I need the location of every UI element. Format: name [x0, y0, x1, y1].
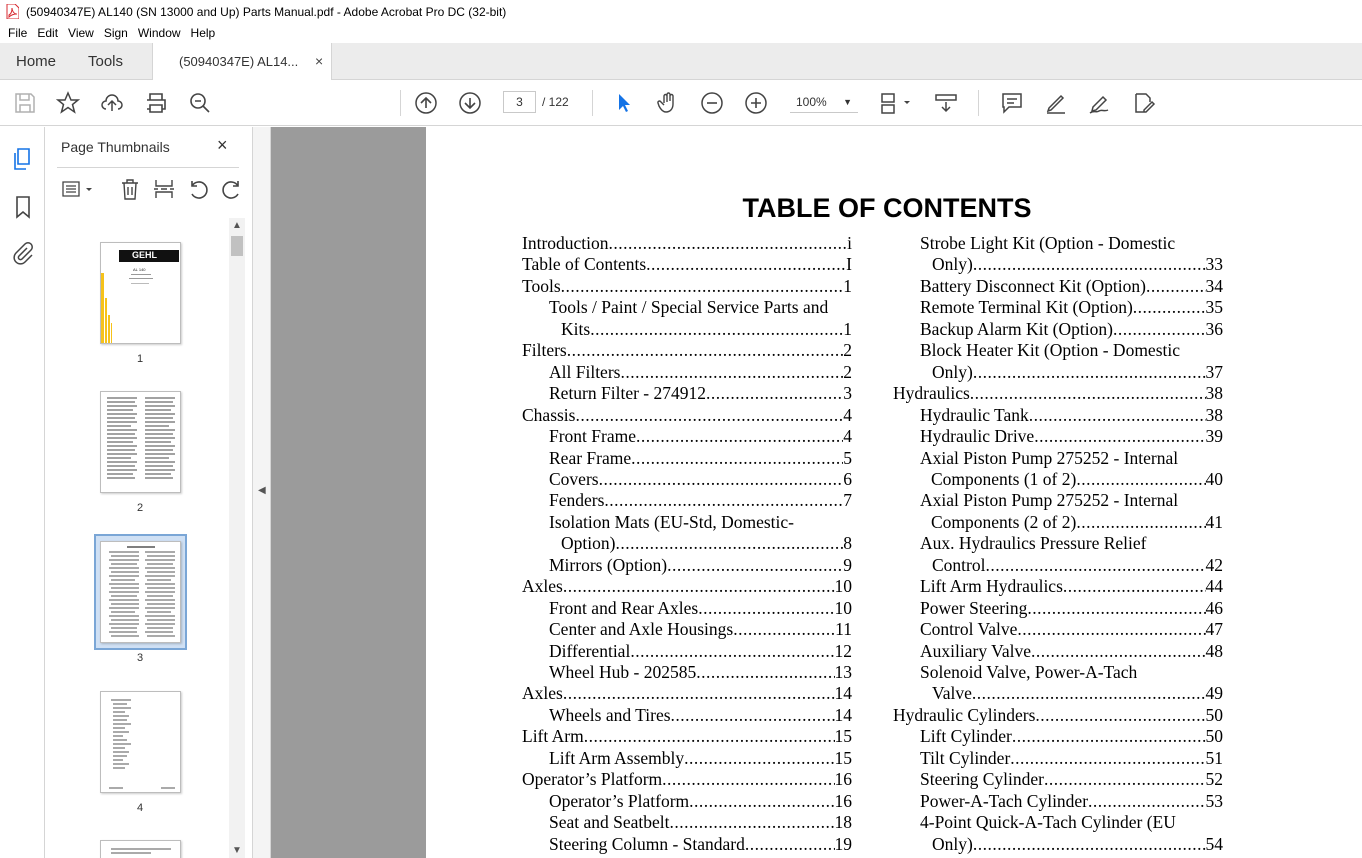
toc-entry[interactable] [549, 489, 852, 511]
toc-entry-text: Lift Cylinder [920, 726, 1012, 747]
menu-help[interactable]: Help [190, 26, 216, 40]
toc-entry-text: Power Steering [920, 597, 1028, 618]
menu-sign[interactable]: Sign [103, 26, 128, 40]
toc-dot-leader [972, 682, 1206, 704]
thumbnail-scrollbar[interactable] [229, 218, 245, 858]
menu-view[interactable]: View [68, 26, 94, 40]
toc-page-number: 16 [834, 769, 852, 790]
left-nav-rail [0, 127, 45, 858]
toc-dot-leader [733, 618, 835, 640]
toc-entry[interactable] [522, 575, 852, 597]
toc-entry[interactable] [920, 725, 1223, 747]
toc-entry-text: 4-Point Quick-A-Tach Cylinder (EU [920, 812, 1176, 833]
thumbnail-page-4[interactable] [100, 691, 181, 793]
toc-entry[interactable] [522, 768, 852, 790]
toolbar-divider [400, 90, 401, 116]
bookmark-star-icon[interactable] [56, 91, 80, 115]
thumbnail-page-3[interactable] [100, 541, 181, 643]
toolbar-divider [978, 90, 979, 116]
toc-page-number: 37 [1205, 361, 1223, 382]
toc-entry-text: Lift Arm Hydraulics [920, 576, 1063, 597]
toc-page-number: I [846, 254, 852, 275]
toc-entry-text: Rear Frame [549, 447, 632, 468]
toc-entry-text: Axles [522, 683, 563, 704]
zoom-value: 100% [796, 95, 827, 109]
toc-entry[interactable] [920, 618, 1223, 640]
menu-bar [0, 23, 1362, 43]
toc-entry-text: Backup Alarm Kit (Option) [920, 318, 1113, 339]
toc-entry-text: Wheel Hub - 202585 [549, 662, 697, 682]
window-title: (50940347E) AL140 (SN 13000 and Up) Parts Manual.pdf - Adobe Acrobat Pro DC (32-bit) [26, 4, 507, 19]
toc-entry[interactable] [549, 554, 852, 576]
toc-entry[interactable] [920, 790, 1223, 812]
toc-entry-text: Chassis [522, 404, 576, 425]
toc-entry[interactable] [549, 811, 852, 833]
toc-entry[interactable] [561, 318, 852, 340]
toc-dot-leader [561, 275, 844, 297]
toc-entry-text: Front and Rear Axles [549, 597, 699, 618]
toc-dot-leader [1035, 704, 1205, 726]
thumbnail-number: 3 [136, 652, 144, 664]
toc-entry[interactable] [522, 339, 852, 361]
toc-entry[interactable] [549, 704, 852, 726]
toc-entry[interactable] [920, 447, 1223, 469]
toc-entry-text: Isolation Mats (EU-Std, Domestic- [549, 511, 794, 532]
toc-entry-text: Only) [932, 833, 973, 854]
scroll-down-icon[interactable]: ▼ [232, 845, 242, 856]
toc-page-number: 4 [843, 404, 852, 425]
toc-entry-text: Components (1 of 2) [931, 468, 1077, 489]
toc-entry[interactable] [932, 361, 1223, 383]
tab-document-label: (50940347E) AL14... [179, 54, 299, 69]
toc-entry[interactable] [549, 747, 852, 769]
toc-page-number: 51 [1205, 747, 1223, 768]
save-icon[interactable] [13, 91, 37, 115]
toc-page-number: 9 [843, 554, 852, 575]
toc-page-number: 14 [834, 704, 852, 725]
toc-page-number: 39 [1205, 426, 1223, 447]
toc-page-number: 7 [843, 490, 852, 511]
toc-entry-text: Only) [932, 254, 973, 275]
thumbnail-number: 4 [136, 802, 144, 814]
toc-dot-leader [563, 682, 835, 704]
toc-entry[interactable] [920, 339, 1223, 361]
toc-dot-leader [609, 232, 848, 254]
toc-entry-text: Kits [561, 318, 591, 339]
toc-page-number: 8 [843, 533, 852, 554]
thumbnail-list [45, 218, 238, 858]
toc-dot-leader [1088, 790, 1205, 812]
zoom-in-icon[interactable] [744, 91, 768, 115]
toc-entry-text: Steering Column - Standard [549, 833, 745, 854]
toc-entry[interactable] [549, 511, 852, 533]
page-thumbnails-icon[interactable] [11, 147, 35, 171]
toc-entry[interactable] [549, 361, 852, 383]
toc-entry-text: Hydraulic Cylinders [893, 704, 1036, 725]
menu-window[interactable]: Window [137, 26, 181, 40]
toc-dot-leader [584, 725, 835, 747]
toc-dot-leader [671, 704, 835, 726]
toc-entry-text: Components (2 of 2) [931, 511, 1077, 532]
toc-dot-leader [970, 382, 1206, 404]
toc-entry[interactable] [522, 275, 852, 297]
toc-page-number: 38 [1205, 404, 1223, 425]
toc-page-number: 49 [1205, 683, 1223, 704]
toc-entry[interactable] [549, 640, 852, 662]
toc-entry-text: Strobe Light Kit (Option - Domestic [920, 233, 1176, 253]
toc-entry-text: Axial Piston Pump 275252 - Internal [920, 447, 1179, 468]
toc-entry[interactable] [920, 425, 1223, 447]
thumbnail-page-1[interactable] [100, 242, 181, 344]
toc-dot-leader [1034, 425, 1205, 447]
toc-entry-text: Lift Arm [522, 726, 584, 747]
toc-entry-text: Hydraulic Drive [920, 426, 1035, 447]
next-page-icon[interactable] [458, 91, 482, 115]
toc-page-number: 46 [1205, 597, 1223, 618]
toc-entry[interactable] [893, 704, 1223, 726]
hand-tool-icon[interactable] [656, 91, 680, 115]
toc-dot-leader [1027, 597, 1205, 619]
toc-entry-text: Differential [549, 640, 631, 661]
toc-page-number: 14 [834, 683, 852, 704]
thumbnail-page-5[interactable] [100, 840, 181, 858]
toc-page-number: i [847, 233, 852, 253]
toc-page-number: 54 [1205, 833, 1223, 854]
toc-dot-leader [1146, 275, 1206, 297]
toc-entry-text: Remote Terminal Kit (Option) [920, 297, 1133, 318]
toc-entry-text: Lift Arm Assembly [549, 747, 685, 768]
menu-edit[interactable]: Edit [37, 26, 59, 40]
toc-page-number: 1 [843, 275, 852, 296]
toc-entry[interactable] [549, 833, 852, 855]
toc-entry-text: Valve [932, 683, 972, 704]
toc-entry[interactable] [549, 468, 852, 490]
toc-dot-leader [620, 361, 843, 383]
attachments-paperclip-icon[interactable] [11, 241, 35, 265]
panel-close-icon[interactable]: × [217, 135, 228, 155]
toc-dot-leader [590, 318, 843, 340]
toc-page-number: 15 [834, 747, 852, 768]
toc-entry[interactable] [549, 597, 852, 619]
toc-entry[interactable] [920, 532, 1223, 554]
toc-dot-leader [985, 554, 1205, 576]
toc-entry[interactable] [522, 404, 852, 426]
toc-page-number: 3 [843, 383, 852, 404]
toc-entry[interactable] [561, 532, 852, 554]
toc-entry[interactable] [920, 275, 1223, 297]
toc-entry[interactable] [549, 425, 852, 447]
thumbnail-options-icon[interactable] [61, 178, 97, 200]
highlight-pen-icon[interactable] [1044, 91, 1068, 115]
toc-page-number: 42 [1205, 554, 1223, 575]
thumbnail-page-2[interactable] [100, 391, 181, 493]
toc-page-number: 13 [834, 662, 852, 682]
toc-entry-text: Operator’s Platform [522, 769, 663, 790]
zoom-out-icon[interactable] [700, 91, 724, 115]
panel-title: Page Thumbnails [61, 139, 170, 155]
toc-page-number: 5 [843, 447, 852, 468]
select-cursor-icon[interactable] [612, 91, 636, 115]
toc-entry-text: Fenders [549, 490, 605, 511]
extract-pages-icon[interactable] [153, 178, 175, 200]
toc-page-number: 12 [834, 640, 852, 661]
toc-entry[interactable] [920, 318, 1223, 340]
toc-dot-leader [575, 404, 843, 426]
toc-entry[interactable] [920, 661, 1223, 683]
toc-entry-text: All Filters [549, 361, 621, 382]
toc-entry[interactable] [920, 768, 1223, 790]
page-display-icon[interactable] [878, 91, 914, 115]
toc-entry[interactable] [932, 682, 1223, 704]
toc-entry-text: Center and Axle Housings [549, 619, 734, 640]
toc-entry-text: Auxiliary Valve [920, 640, 1031, 661]
toc-dot-leader [698, 597, 834, 619]
toc-entry-text: Tools [522, 275, 561, 296]
toc-page-number: 40 [1205, 468, 1223, 489]
tab-tools[interactable]: Tools [88, 53, 124, 70]
scroll-up-icon[interactable]: ▲ [232, 220, 242, 231]
toc-page-number: 50 [1205, 726, 1223, 747]
toc-entry-text: Filters [522, 340, 567, 361]
toc-entry[interactable] [549, 296, 852, 318]
comment-icon[interactable] [1000, 91, 1024, 115]
toc-entry[interactable] [549, 618, 852, 640]
scrollbar-thumb[interactable] [231, 236, 243, 256]
print-icon[interactable] [144, 91, 168, 115]
toc-dot-leader [662, 768, 834, 790]
cover-model: AL 140 [133, 267, 146, 272]
toc-entry[interactable] [920, 747, 1223, 769]
toc-entry[interactable] [920, 811, 1223, 833]
toc-entry[interactable] [932, 554, 1223, 576]
bookmarks-icon[interactable] [11, 195, 35, 219]
toc-page-number: 2 [843, 361, 852, 382]
thumbnail-number: 2 [136, 502, 144, 514]
toolbar-divider [592, 90, 593, 116]
toc-page-number: 48 [1205, 640, 1223, 661]
toc-page-number: 52 [1205, 769, 1223, 790]
toc-entry[interactable] [522, 253, 852, 275]
toc-dot-leader [973, 833, 1206, 855]
toc-entry[interactable] [522, 725, 852, 747]
menu-file[interactable]: File [8, 26, 28, 40]
document-title: TABLE OF CONTENTS [742, 193, 1032, 223]
acrobat-pdf-icon [6, 4, 19, 19]
page-total: / 122 [542, 95, 569, 109]
document-viewport[interactable] [271, 127, 1362, 858]
toc-dot-leader [689, 790, 834, 812]
toc-page-number: 10 [834, 576, 852, 597]
toc-dot-leader [631, 447, 843, 469]
toc-dot-leader [973, 361, 1206, 383]
toc-entry-text: Steering Cylinder [920, 769, 1044, 790]
toc-dot-leader [1076, 468, 1205, 490]
toc-entry[interactable] [932, 833, 1223, 855]
toc-entry-text: Battery Disconnect Kit (Option) [920, 275, 1146, 296]
toc-dot-leader [1029, 404, 1206, 426]
toc-dot-leader [745, 833, 835, 855]
search-zoom-icon[interactable] [188, 91, 212, 115]
toc-entry[interactable] [549, 661, 852, 683]
toc-entry-text: Hydraulic Tank [920, 404, 1029, 425]
toc-entry-text: Control Valve [920, 619, 1018, 640]
toc-entry[interactable] [920, 640, 1223, 662]
toc-dot-leader [567, 339, 844, 361]
toc-entry[interactable] [931, 511, 1223, 533]
toc-entry[interactable] [920, 575, 1223, 597]
toc-page-number: 34 [1205, 275, 1223, 296]
gehl-logo: GEHL [132, 250, 158, 260]
toc-entry-text: Option) [561, 533, 616, 554]
toc-dot-leader [696, 661, 834, 683]
chevron-down-icon: ▼ [843, 97, 852, 107]
edit-pdf-icon[interactable] [1132, 91, 1156, 115]
toc-entry-text: Wheels and Tires [549, 704, 671, 725]
toc-entry[interactable] [893, 382, 1223, 404]
toc-entry-text: Introduction [522, 233, 609, 253]
toc-entry[interactable] [932, 253, 1223, 275]
toc-page-number: 36 [1205, 318, 1223, 339]
gehl-logo-bar [119, 250, 179, 262]
toc-page-number: 10 [834, 597, 852, 618]
chevron-left-icon: ◀ [258, 485, 266, 496]
tab-home[interactable]: Home [16, 53, 57, 70]
toc-page-number: 6 [843, 468, 852, 489]
toc-entry-text: Tilt Cylinder [920, 747, 1011, 768]
toc-dot-leader [1076, 511, 1205, 533]
toc-page-number: 18 [834, 812, 852, 833]
toc-entry-text: Table of Contents [522, 254, 647, 275]
toc-dot-leader [615, 532, 843, 554]
toc-entry[interactable] [549, 447, 852, 469]
toc-page-number: 1 [843, 318, 852, 339]
toc-entry-text: Power-A-Tach Cylinder [920, 790, 1089, 811]
upload-cloud-icon[interactable] [100, 91, 124, 115]
zoom-select[interactable] [790, 91, 858, 113]
toc-entry[interactable] [920, 597, 1223, 619]
toc-page-number: 2 [843, 340, 852, 361]
toc-entry-text: Control [932, 554, 986, 575]
toc-entry[interactable] [920, 489, 1223, 511]
toc-page-number: 16 [834, 790, 852, 811]
toc-dot-leader [630, 640, 834, 662]
toc-dot-leader [670, 811, 835, 833]
toc-entry-text: Return Filter - 274912 [549, 383, 706, 404]
toc-entry[interactable] [920, 404, 1223, 426]
tab-bar [0, 43, 1362, 80]
tab-document[interactable] [152, 43, 332, 80]
toc-dot-leader [636, 425, 843, 447]
toc-page-number: 38 [1205, 383, 1223, 404]
toc-dot-leader [1063, 575, 1206, 597]
toc-dot-leader [1133, 296, 1206, 318]
toc-entry-text: Solenoid Valve, Power-A-Tach [920, 662, 1138, 682]
toc-dot-leader [646, 253, 846, 275]
toc-dot-leader [667, 554, 843, 576]
panel-collapse-handle[interactable] [253, 127, 271, 858]
toc-entry[interactable] [549, 382, 852, 404]
rotate-left-icon[interactable] [187, 178, 209, 200]
toc-page-number: 44 [1205, 576, 1223, 597]
toc-page-number: 47 [1205, 619, 1223, 640]
pdf-page [426, 127, 1362, 858]
toc-page-number: 4 [843, 426, 852, 447]
toc-dot-leader [563, 575, 835, 597]
rotate-right-icon[interactable] [221, 178, 243, 200]
toc-page-number: 19 [834, 833, 852, 854]
toc-entry[interactable] [549, 790, 852, 812]
toc-page-number: 15 [834, 726, 852, 747]
toc-entry[interactable] [931, 468, 1223, 490]
thumbnail-number: 1 [136, 353, 144, 365]
toc-entry-text: Block Heater Kit (Option - Domestic [920, 340, 1181, 361]
sign-icon[interactable] [1088, 91, 1112, 115]
toc-entry-text: Tools / Paint / Special Service Parts and [549, 297, 829, 318]
toc-entry-text: Covers [549, 468, 599, 489]
toc-page-number: 11 [835, 619, 852, 640]
toc-dot-leader [599, 468, 844, 490]
toc-entry-text: Only) [932, 361, 973, 382]
page-number-input[interactable]: 3 [503, 91, 536, 113]
toc-entry-text: Axial Piston Pump 275252 - Internal [920, 490, 1179, 511]
toc-page-number: 50 [1205, 704, 1223, 725]
delete-trash-icon[interactable] [119, 178, 141, 200]
toc-dot-leader [973, 253, 1206, 275]
toc-dot-leader [1044, 768, 1206, 790]
toc-dot-leader [1031, 640, 1206, 662]
toc-entry[interactable] [522, 682, 852, 704]
toc-entry[interactable] [920, 232, 1223, 254]
toc-dot-leader [1113, 318, 1206, 340]
toc-dot-leader [1017, 618, 1205, 640]
toc-entry[interactable] [522, 232, 852, 254]
toc-dot-leader [1010, 747, 1205, 769]
toc-dot-leader [604, 489, 843, 511]
toc-dot-leader [1012, 725, 1206, 747]
toc-entry-text: Seat and Seatbelt [549, 812, 670, 833]
toc-entry-text: Front Frame [549, 426, 637, 447]
main-toolbar [0, 80, 1362, 126]
toc-entry-text: Axles [522, 576, 563, 597]
toc-dot-leader [706, 382, 843, 404]
toc-dot-leader [684, 747, 834, 769]
toc-entry[interactable] [920, 296, 1223, 318]
toc-page-number: 41 [1205, 511, 1223, 532]
scroll-mode-icon[interactable] [934, 91, 958, 115]
toc-page-number: 33 [1205, 254, 1223, 275]
panel-divider [57, 167, 239, 168]
toc-entry-text: Mirrors (Option) [549, 554, 668, 575]
toc-entry-text: Operator’s Platform [549, 790, 690, 811]
toc-page-number: 53 [1205, 790, 1223, 811]
previous-page-icon[interactable] [414, 91, 438, 115]
toc-entry-text: Aux. Hydraulics Pressure Relief [920, 533, 1147, 554]
tab-close-icon[interactable]: × [315, 53, 324, 69]
toc-entry-text: Hydraulics [893, 383, 970, 404]
toc-page-number: 35 [1205, 297, 1223, 318]
title-bar [0, 0, 1362, 23]
